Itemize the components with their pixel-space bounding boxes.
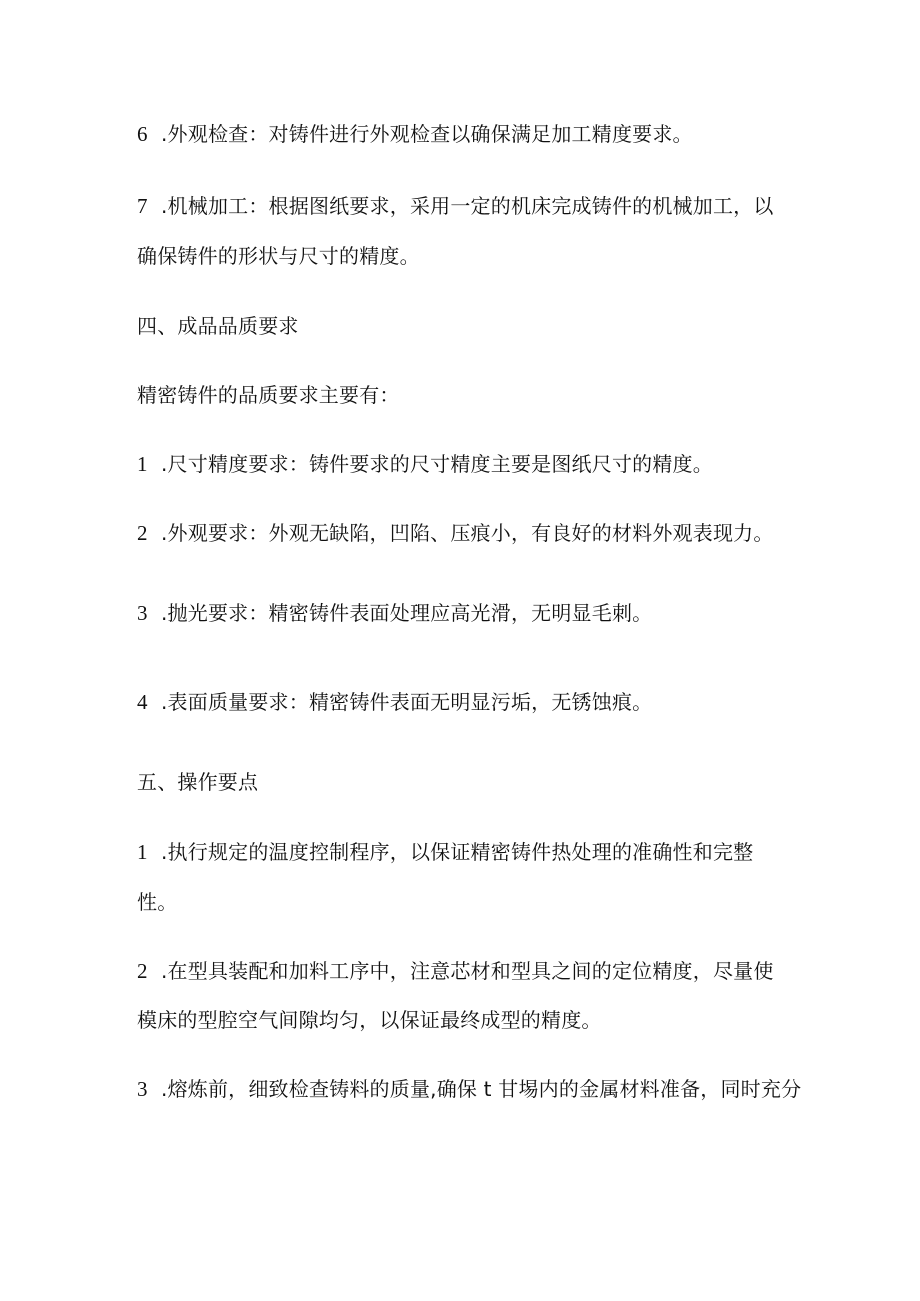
item-text: .在型具装配和加料工序中，注意芯材和型具之间的定位精度，尽量使 [161,959,774,983]
item-text: .表面质量要求：精密铸件表面无明显污垢，无锈蚀痕。 [161,690,653,714]
continuation-text: 确保铸件的形状与尺寸的精度。 [137,244,420,268]
operation-item-1-continuation [137,888,177,916]
item-text: .机械加工：根据图纸要求，采用一定的机床完成铸件的机械加工，以 [161,194,774,218]
operation-item-2-continuation [137,1006,602,1034]
item-text: .外观要求：外观无缺陷，凹陷、压痕小，有良好的材料外观表现力。 [161,521,774,545]
item-number: 3 [137,601,148,625]
item-number: 2 [137,521,148,545]
operation-item-3 [137,1075,801,1103]
item-number: 1 [137,452,148,476]
item-number: 4 [137,690,148,714]
item-number: 7 [137,194,148,218]
quality-intro [137,381,400,409]
item-number: 3 [137,1077,148,1101]
quality-item-1 [137,450,713,478]
item-7-line [137,192,774,220]
section-heading-operation [137,768,258,796]
item-text: .外观检查：对铸件进行外观检查以确保满足加工精度要求。 [161,122,693,146]
continuation-text: 模床的型腔空气间隙均匀，以保证最终成型的精度。 [137,1008,602,1032]
item-text: .执行规定的温度控制程序，以保证精密铸件热处理的准确性和完整 [161,840,754,864]
item-6-line [137,120,693,148]
operation-item-2 [137,957,774,985]
continuation-text: 性。 [137,890,178,914]
item-number: 1 [137,840,148,864]
section-heading: 四、成品品质要求 [137,314,299,338]
section-heading: 五、操作要点 [137,770,259,794]
item-number: 2 [137,959,148,983]
item-text: .尺寸精度要求：铸件要求的尺寸精度主要是图纸尺寸的精度。 [161,452,713,476]
paragraph-text: 精密铸件的品质要求主要有： [137,383,400,407]
item-text: .抛光要求：精密铸件表面处理应高光滑，无明显毛刺。 [161,601,653,625]
item-number: 6 [137,122,148,146]
quality-item-4 [137,688,652,716]
item-7-continuation [137,242,420,270]
section-heading-quality [137,312,299,340]
quality-item-3 [137,599,652,627]
quality-item-2 [137,519,774,547]
item-text: .熔炼前，细致检查铸料的质量,确保 t 甘埸内的金属材料准备，同时充分 [161,1077,802,1101]
operation-item-1 [137,838,753,866]
